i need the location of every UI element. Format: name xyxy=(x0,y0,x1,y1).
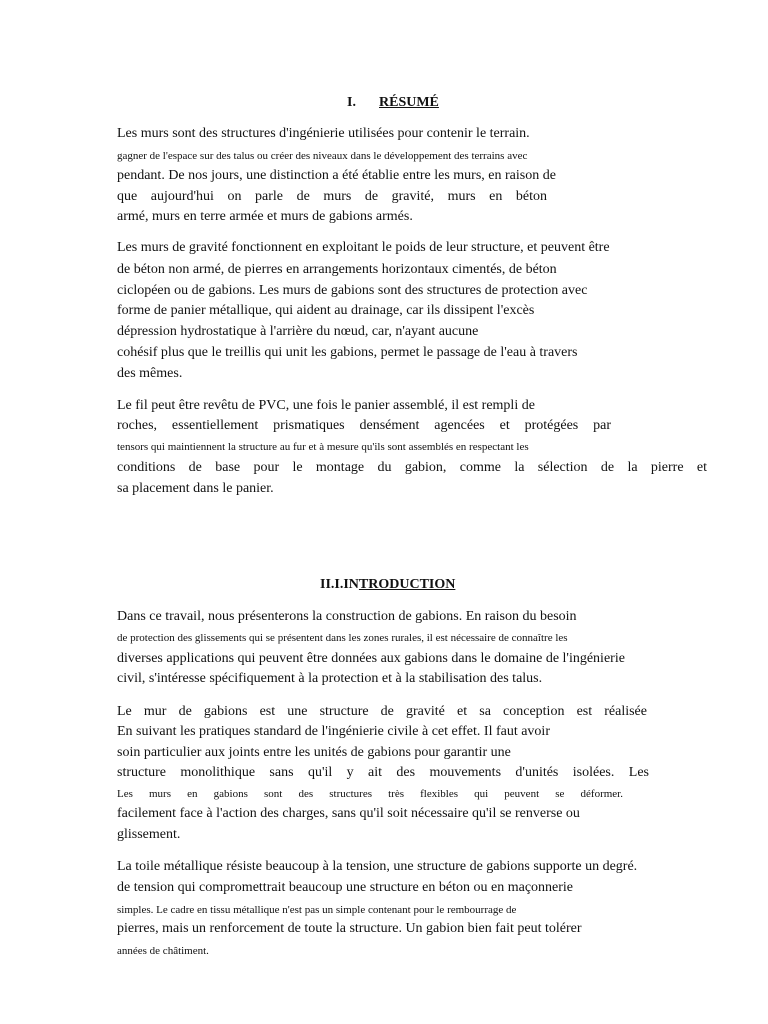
paragraph-line: cohésif plus que le treillis qui unit les gabions, permet le passage de l'eau à travers xyxy=(117,345,578,360)
section-title: TRODUCTION xyxy=(358,577,456,592)
section-prefix: II.I.IN xyxy=(320,577,359,592)
paragraph-line: glissement. xyxy=(117,827,181,842)
paragraph-line: Les murs en gabions sont des structures très flexibles qui peuvent se déformer. xyxy=(117,788,623,800)
paragraph-line: En suivant les pratiques standard de l'ingénierie civile à cet effet. Il faut avoir xyxy=(117,724,550,739)
paragraph-line: Les murs sont des structures d'ingénierie utilisées pour contenir le terrain. xyxy=(117,126,530,141)
paragraph-line: Le mur de gabions est une structure de gravité et sa conception est réalisée xyxy=(117,704,647,719)
paragraph-line: pendant. De nos jours, une distinction a été établie entre les murs, en raison de xyxy=(117,168,556,183)
paragraph-line: ciclopéen ou de gabions. Les murs de gabions sont des structures de protection avec xyxy=(117,283,588,298)
paragraph-line: simples. Le cadre en tissu métallique n'est pas un simple contenant pour le rembourrage de xyxy=(117,904,517,916)
paragraph-line: sa placement dans le panier. xyxy=(117,481,274,496)
section-number: I. xyxy=(347,95,356,110)
paragraph-line: pierres, mais un renforcement de toute la structure. Un gabion bien fait peut tolérer xyxy=(117,921,582,936)
section-heading-introduction xyxy=(320,577,455,593)
paragraph-line: Les murs de gravité fonctionnent en exploitant le poids de leur structure, et peuvent être xyxy=(117,240,610,255)
paragraph-line: des mêmes. xyxy=(117,366,183,381)
paragraph-line: roches, essentiellement prismatiques densément agencées et protégées par xyxy=(117,418,611,433)
paragraph-line: années de châtiment. xyxy=(117,945,209,957)
paragraph-line: tensors qui maintiennent la structure au fur et à mesure qu'ils sont assemblés en respectant les xyxy=(117,441,529,453)
paragraph-line: de béton non armé, de pierres en arrangements horizontaux cimentés, de béton xyxy=(117,262,557,277)
paragraph-line: armé, murs en terre armée et murs de gabions armés. xyxy=(117,209,413,224)
paragraph-line: gagner de l'espace sur des talus ou créer des niveaux dans le développement des terrains avec xyxy=(117,150,528,162)
paragraph-line: Dans ce travail, nous présenterons la construction de gabions. En raison du besoin xyxy=(117,609,577,624)
paragraph-line: La toile métallique résiste beaucoup à la tension, une structure de gabions supporte un degré. xyxy=(117,859,638,874)
paragraph-line: facilement face à l'action des charges, sans qu'il soit nécessaire qu'il se renverse ou xyxy=(117,806,580,821)
paragraph-line: de tension qui compromettrait beaucoup une structure en béton ou en maçonnerie xyxy=(117,880,574,895)
paragraph-line: dépression hydrostatique à l'arrière du nœud, car, n'ayant aucune xyxy=(117,324,479,339)
paragraph-line: de protection des glissements qui se présentent dans les zones rurales, il est nécessaire de connaître les xyxy=(117,632,568,644)
section-heading-resume xyxy=(347,95,439,111)
paragraph-line: diverses applications qui peuvent être données aux gabions dans le domaine de l'ingénierie xyxy=(117,651,625,666)
paragraph-line: soin particulier aux joints entre les unités de gabions pour garantir une xyxy=(117,745,511,760)
section-title: RÉSUMÉ xyxy=(379,95,439,110)
paragraph-line: forme de panier métallique, qui aident au drainage, car ils dissipent l'excès xyxy=(117,303,535,318)
paragraph-line: structure monolithique sans qu'il y ait des mouvements d'unités isolées. Les xyxy=(117,765,649,780)
paragraph-line: que aujourd'hui on parle de murs de gravité, murs en béton xyxy=(117,189,547,204)
paragraph-line: Le fil peut être revêtu de PVC, une fois le panier assemblé, il est rempli de xyxy=(117,398,535,413)
paragraph-line: conditions de base pour le montage du gabion, comme la sélection de la pierre et xyxy=(117,460,707,475)
paragraph-line: civil, s'intéresse spécifiquement à la protection et à la stabilisation des talus. xyxy=(117,671,543,686)
